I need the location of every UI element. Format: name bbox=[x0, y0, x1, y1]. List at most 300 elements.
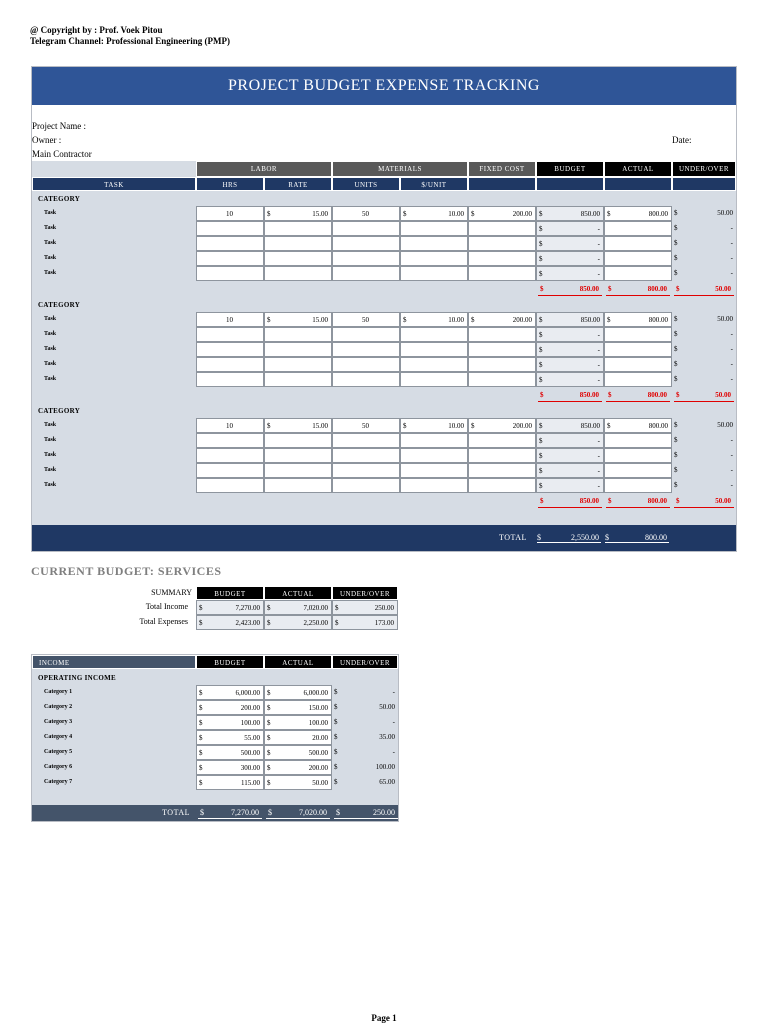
amount-value: 7,020.00 bbox=[299, 808, 327, 817]
budget-header: BUDGET bbox=[536, 161, 604, 177]
currency-symbol: $ bbox=[674, 360, 678, 368]
currency-symbol: $ bbox=[267, 210, 271, 218]
currency-symbol: $ bbox=[199, 734, 203, 742]
subtotal-budget bbox=[538, 389, 602, 402]
fixed-cost-cell[interactable] bbox=[468, 342, 536, 357]
under-over-cell bbox=[672, 206, 736, 221]
currency-symbol: $ bbox=[335, 619, 339, 627]
units-cell[interactable] bbox=[332, 312, 400, 327]
under-over-cell bbox=[672, 266, 736, 281]
currency-symbol: $ bbox=[403, 422, 407, 430]
rate-cell[interactable] bbox=[264, 342, 332, 357]
units-cell[interactable] bbox=[332, 372, 400, 387]
units-cell[interactable] bbox=[332, 206, 400, 221]
amount-value: 200.00 bbox=[512, 316, 532, 324]
under-over-cell bbox=[672, 433, 736, 448]
hrs-cell[interactable] bbox=[196, 433, 264, 448]
fixed-cost-cell[interactable] bbox=[468, 266, 536, 281]
per-unit-cell[interactable] bbox=[400, 478, 468, 493]
summary-row-label: Total Income bbox=[145, 602, 188, 611]
per-unit-cell[interactable] bbox=[400, 463, 468, 478]
task-label: Task bbox=[44, 376, 57, 382]
under-over-cell bbox=[672, 236, 736, 251]
summary-budget-cell bbox=[196, 615, 264, 630]
amount-value: - bbox=[597, 255, 600, 263]
amount-value: 100.00 bbox=[308, 719, 328, 727]
amount-value: 50.00 bbox=[715, 391, 731, 399]
under-over-cell bbox=[672, 478, 736, 493]
under-over-cell bbox=[672, 357, 736, 372]
category-label: CATEGORY bbox=[38, 407, 81, 415]
units-cell[interactable] bbox=[332, 266, 400, 281]
units-cell[interactable] bbox=[332, 221, 400, 236]
currency-symbol: $ bbox=[540, 285, 544, 293]
grand-total-actual bbox=[605, 533, 669, 543]
under-over-cell bbox=[672, 342, 736, 357]
currency-symbol: $ bbox=[605, 533, 609, 542]
currency-symbol: $ bbox=[199, 749, 203, 757]
amount-value: 15.00 bbox=[312, 210, 328, 218]
subtotal-budget bbox=[538, 283, 602, 296]
income-budget-cell[interactable] bbox=[196, 760, 264, 775]
units-cell[interactable] bbox=[332, 418, 400, 433]
per-unit-cell[interactable] bbox=[400, 418, 468, 433]
actual-cell[interactable] bbox=[604, 418, 672, 433]
rate-cell[interactable] bbox=[264, 266, 332, 281]
units-cell[interactable] bbox=[332, 463, 400, 478]
fixed-cost-cell[interactable] bbox=[468, 312, 536, 327]
income-total-actual bbox=[266, 806, 330, 819]
actual-subheader bbox=[604, 177, 672, 191]
fixed-cost-cell[interactable] bbox=[468, 418, 536, 433]
amount-value: - bbox=[392, 748, 395, 756]
hrs-value: 10 bbox=[226, 422, 233, 430]
task-label: Task bbox=[44, 270, 57, 276]
currency-symbol: $ bbox=[199, 689, 203, 697]
actual-cell[interactable] bbox=[604, 251, 672, 266]
amount-value: 6,000.00 bbox=[235, 689, 260, 697]
sheet-title: PROJECT BUDGET EXPENSE TRACKING bbox=[32, 67, 736, 105]
hrs-cell[interactable] bbox=[196, 463, 264, 478]
fixed-cost-cell[interactable] bbox=[468, 372, 536, 387]
per-unit-cell[interactable] bbox=[400, 221, 468, 236]
income-budget-cell[interactable] bbox=[196, 730, 264, 745]
hrs-cell[interactable] bbox=[196, 312, 264, 327]
fixed-cost-cell[interactable] bbox=[468, 463, 536, 478]
currency-symbol: $ bbox=[267, 604, 271, 612]
amount-value: 850.00 bbox=[580, 210, 600, 218]
summary-actual-header: ACTUAL bbox=[264, 586, 332, 600]
units-cell[interactable] bbox=[332, 236, 400, 251]
amount-value: 50.00 bbox=[717, 421, 733, 429]
currency-symbol: $ bbox=[607, 210, 611, 218]
rate-cell[interactable] bbox=[264, 206, 332, 221]
task-label: Task bbox=[44, 316, 57, 322]
under-over-subheader bbox=[672, 177, 736, 191]
amount-value: - bbox=[730, 345, 733, 353]
amount-value: - bbox=[597, 346, 600, 354]
services-title: CURRENT BUDGET: SERVICES bbox=[31, 564, 222, 578]
subtotal-under_over bbox=[674, 389, 734, 402]
amount-value: - bbox=[597, 225, 600, 233]
under-over-cell bbox=[672, 327, 736, 342]
per-unit-cell[interactable] bbox=[400, 433, 468, 448]
project-name-label: Project Name : bbox=[32, 121, 86, 131]
per-unit-cell[interactable] bbox=[400, 448, 468, 463]
project-info bbox=[32, 105, 736, 161]
amount-value: 250.00 bbox=[374, 604, 394, 612]
currency-symbol: $ bbox=[539, 437, 543, 445]
currency-symbol: $ bbox=[674, 451, 678, 459]
currency-symbol: $ bbox=[676, 391, 680, 399]
units-cell[interactable] bbox=[332, 251, 400, 266]
currency-symbol: $ bbox=[334, 733, 338, 741]
actual-header: ACTUAL bbox=[604, 161, 672, 177]
currency-symbol: $ bbox=[267, 734, 271, 742]
task-label: Task bbox=[44, 240, 57, 246]
currency-symbol: $ bbox=[674, 481, 678, 489]
amount-value: 100.00 bbox=[375, 763, 395, 771]
income-actual-cell[interactable] bbox=[264, 760, 332, 775]
budget-cell bbox=[536, 206, 604, 221]
currency-symbol: $ bbox=[674, 315, 678, 323]
amount-value: 50.00 bbox=[717, 315, 733, 323]
income-row-label: Category 4 bbox=[44, 734, 73, 740]
income-actual-cell[interactable] bbox=[264, 745, 332, 760]
budget-cell bbox=[536, 433, 604, 448]
budget-cell bbox=[536, 221, 604, 236]
amount-value: - bbox=[597, 482, 600, 490]
income-budget-cell[interactable] bbox=[196, 700, 264, 715]
currency-symbol: $ bbox=[268, 808, 272, 817]
currency-symbol: $ bbox=[267, 719, 271, 727]
rate-cell[interactable] bbox=[264, 478, 332, 493]
rate-cell[interactable] bbox=[264, 433, 332, 448]
per-unit-cell[interactable] bbox=[400, 372, 468, 387]
summary-budget-header: BUDGET bbox=[196, 586, 264, 600]
operating-income-label: OPERATING INCOME bbox=[38, 674, 116, 682]
currency-symbol: $ bbox=[267, 316, 271, 324]
amount-value: - bbox=[597, 376, 600, 384]
currency-symbol: $ bbox=[539, 482, 543, 490]
per-unit-cell[interactable] bbox=[400, 327, 468, 342]
hrs-cell[interactable] bbox=[196, 372, 264, 387]
units-header: UNITS bbox=[332, 177, 400, 191]
amount-value: 200.00 bbox=[240, 704, 260, 712]
hrs-cell[interactable] bbox=[196, 478, 264, 493]
amount-value: - bbox=[730, 360, 733, 368]
amount-value: 200.00 bbox=[308, 764, 328, 772]
materials-header: MATERIALS bbox=[332, 161, 468, 177]
amount-value: 850.00 bbox=[580, 422, 600, 430]
amount-value: - bbox=[730, 224, 733, 232]
task-label: Task bbox=[44, 361, 57, 367]
fixed-cost-cell[interactable] bbox=[468, 327, 536, 342]
amount-value: 800.00 bbox=[648, 422, 668, 430]
currency-symbol: $ bbox=[403, 316, 407, 324]
units-cell[interactable] bbox=[332, 342, 400, 357]
income-actual-cell[interactable] bbox=[264, 700, 332, 715]
currency-symbol: $ bbox=[267, 779, 271, 787]
per-unit-cell[interactable] bbox=[400, 251, 468, 266]
budget-cell bbox=[536, 418, 604, 433]
currency-symbol: $ bbox=[539, 361, 543, 369]
summary-actual-cell bbox=[264, 600, 332, 615]
actual-cell[interactable] bbox=[604, 206, 672, 221]
hrs-cell[interactable] bbox=[196, 266, 264, 281]
currency-symbol: $ bbox=[267, 422, 271, 430]
income-under-over-cell bbox=[332, 715, 398, 730]
income-budget-cell[interactable] bbox=[196, 685, 264, 700]
units-cell[interactable] bbox=[332, 327, 400, 342]
amount-value: 2,250.00 bbox=[303, 619, 328, 627]
units-cell[interactable] bbox=[332, 433, 400, 448]
task-label: Task bbox=[44, 422, 57, 428]
summary-actual-cell bbox=[264, 615, 332, 630]
hrs-cell[interactable] bbox=[196, 221, 264, 236]
income-actual-cell[interactable] bbox=[264, 685, 332, 700]
amount-value: - bbox=[730, 466, 733, 474]
date-label: Date: bbox=[672, 135, 692, 145]
amount-value: 10.00 bbox=[448, 422, 464, 430]
task-label: Task bbox=[44, 346, 57, 352]
currency-symbol: $ bbox=[267, 689, 271, 697]
amount-value: 50.00 bbox=[717, 209, 733, 217]
fixed-cost-cell[interactable] bbox=[468, 251, 536, 266]
amount-value: 800.00 bbox=[647, 497, 667, 505]
currency-symbol: $ bbox=[199, 604, 203, 612]
amount-value: 15.00 bbox=[312, 422, 328, 430]
per-unit-header: $/UNIT bbox=[400, 177, 468, 191]
hrs-cell[interactable] bbox=[196, 327, 264, 342]
task-label: Task bbox=[44, 482, 57, 488]
currency-symbol: $ bbox=[674, 269, 678, 277]
under-over-cell bbox=[672, 448, 736, 463]
task-label: Task bbox=[44, 225, 57, 231]
income-actual-header: ACTUAL bbox=[264, 655, 332, 669]
subtotal-actual bbox=[606, 495, 670, 508]
currency-symbol: $ bbox=[674, 239, 678, 247]
currency-symbol: $ bbox=[334, 718, 338, 726]
actual-cell[interactable] bbox=[604, 357, 672, 372]
amount-value: 65.00 bbox=[379, 778, 395, 786]
amount-value: 2,423.00 bbox=[235, 619, 260, 627]
currency-symbol: $ bbox=[674, 466, 678, 474]
currency-symbol: $ bbox=[540, 497, 544, 505]
amount-value: - bbox=[730, 239, 733, 247]
amount-value: 300.00 bbox=[240, 764, 260, 772]
actual-cell[interactable] bbox=[604, 372, 672, 387]
rate-cell[interactable] bbox=[264, 357, 332, 372]
per-unit-cell[interactable] bbox=[400, 206, 468, 221]
currency-symbol: $ bbox=[674, 330, 678, 338]
page-number: Page 1 bbox=[371, 1013, 397, 1023]
currency-symbol: $ bbox=[539, 255, 543, 263]
hrs-cell[interactable] bbox=[196, 418, 264, 433]
hrs-cell[interactable] bbox=[196, 251, 264, 266]
currency-symbol: $ bbox=[199, 764, 203, 772]
per-unit-cell[interactable] bbox=[400, 342, 468, 357]
actual-cell[interactable] bbox=[604, 221, 672, 236]
rate-cell[interactable] bbox=[264, 418, 332, 433]
summary-budget-cell bbox=[196, 600, 264, 615]
amount-value: - bbox=[597, 361, 600, 369]
hrs-value: 10 bbox=[226, 210, 233, 218]
rate-cell[interactable] bbox=[264, 463, 332, 478]
rate-cell[interactable] bbox=[264, 372, 332, 387]
fixed-cost-cell[interactable] bbox=[468, 433, 536, 448]
currency-symbol: $ bbox=[676, 497, 680, 505]
income-header: INCOME bbox=[32, 655, 196, 669]
amount-value: - bbox=[730, 330, 733, 338]
category-label: CATEGORY bbox=[38, 301, 81, 309]
budget-cell bbox=[536, 478, 604, 493]
income-under-over-cell bbox=[332, 775, 398, 790]
currency-symbol: $ bbox=[267, 704, 271, 712]
rate-header: RATE bbox=[264, 177, 332, 191]
fixed-cost-cell[interactable] bbox=[468, 206, 536, 221]
amount-value: - bbox=[392, 718, 395, 726]
fixed-cost-cell[interactable] bbox=[468, 448, 536, 463]
income-actual-cell[interactable] bbox=[264, 715, 332, 730]
per-unit-cell[interactable] bbox=[400, 266, 468, 281]
budget-cell bbox=[536, 312, 604, 327]
subtotal-under_over bbox=[674, 495, 734, 508]
income-actual-cell[interactable] bbox=[264, 775, 332, 790]
currency-symbol: $ bbox=[607, 422, 611, 430]
amount-value: 50.00 bbox=[312, 779, 328, 787]
currency-symbol: $ bbox=[539, 467, 543, 475]
subtotal-actual bbox=[606, 389, 670, 402]
currency-symbol: $ bbox=[539, 270, 543, 278]
summary-under-over-cell bbox=[332, 600, 398, 615]
task-label: Task bbox=[44, 452, 57, 458]
actual-cell[interactable] bbox=[604, 236, 672, 251]
per-unit-cell[interactable] bbox=[400, 312, 468, 327]
actual-cell[interactable] bbox=[604, 327, 672, 342]
amount-value: 800.00 bbox=[648, 316, 668, 324]
hrs-cell[interactable] bbox=[196, 236, 264, 251]
amount-value: - bbox=[597, 331, 600, 339]
currency-symbol: $ bbox=[471, 210, 475, 218]
grand-total-budget-value: 2,550.00 bbox=[571, 533, 599, 542]
grand-total-budget bbox=[537, 533, 601, 543]
currency-symbol: $ bbox=[537, 533, 541, 542]
rate-cell[interactable] bbox=[264, 236, 332, 251]
grand-total-label: TOTAL bbox=[499, 533, 527, 542]
fixed-cost-cell[interactable] bbox=[468, 357, 536, 372]
actual-cell[interactable] bbox=[604, 266, 672, 281]
rate-cell[interactable] bbox=[264, 327, 332, 342]
amount-value: 7,270.00 bbox=[235, 604, 260, 612]
income-row-label: Category 2 bbox=[44, 704, 73, 710]
amount-value: 800.00 bbox=[647, 285, 667, 293]
hrs-value: 10 bbox=[226, 316, 233, 324]
amount-value: 850.00 bbox=[580, 316, 600, 324]
income-budget-cell[interactable] bbox=[196, 775, 264, 790]
hrs-cell[interactable] bbox=[196, 342, 264, 357]
task-label: Task bbox=[44, 467, 57, 473]
per-unit-cell[interactable] bbox=[400, 357, 468, 372]
currency-symbol: $ bbox=[471, 316, 475, 324]
actual-cell[interactable] bbox=[604, 463, 672, 478]
hrs-header: HRS bbox=[196, 177, 264, 191]
subtotal-under_over bbox=[674, 283, 734, 296]
under-over-cell bbox=[672, 463, 736, 478]
owner-label: Owner : bbox=[32, 135, 62, 145]
income-budget-cell[interactable] bbox=[196, 715, 264, 730]
hrs-cell[interactable] bbox=[196, 448, 264, 463]
budget-cell bbox=[536, 327, 604, 342]
currency-symbol: $ bbox=[334, 763, 338, 771]
budget-cell bbox=[536, 448, 604, 463]
actual-cell[interactable] bbox=[604, 312, 672, 327]
budget-cell bbox=[536, 266, 604, 281]
rate-cell[interactable] bbox=[264, 312, 332, 327]
rate-cell[interactable] bbox=[264, 448, 332, 463]
currency-symbol: $ bbox=[334, 778, 338, 786]
hrs-cell[interactable] bbox=[196, 357, 264, 372]
amount-value: 173.00 bbox=[374, 619, 394, 627]
currency-symbol: $ bbox=[336, 808, 340, 817]
currency-symbol: $ bbox=[539, 210, 543, 218]
income-budget-cell[interactable] bbox=[196, 745, 264, 760]
actual-cell[interactable] bbox=[604, 342, 672, 357]
currency-symbol: $ bbox=[540, 391, 544, 399]
income-total-label: TOTAL bbox=[162, 808, 190, 817]
currency-symbol: $ bbox=[200, 808, 204, 817]
rate-cell[interactable] bbox=[264, 251, 332, 266]
income-actual-cell[interactable] bbox=[264, 730, 332, 745]
task-label: Task bbox=[44, 437, 57, 443]
amount-value: 800.00 bbox=[647, 391, 667, 399]
fixed-cost-cell[interactable] bbox=[468, 236, 536, 251]
units-value: 50 bbox=[362, 316, 369, 324]
income-under-over-cell bbox=[332, 700, 398, 715]
copyright-line: @ Copyright by : Prof. Voek Pitou bbox=[30, 25, 163, 35]
units-value: 50 bbox=[362, 422, 369, 430]
per-unit-cell[interactable] bbox=[400, 236, 468, 251]
amount-value: 50.00 bbox=[715, 285, 731, 293]
rate-cell[interactable] bbox=[264, 221, 332, 236]
units-cell[interactable] bbox=[332, 357, 400, 372]
amount-value: 800.00 bbox=[648, 210, 668, 218]
amount-value: 250.00 bbox=[373, 808, 395, 817]
main-contractor-label: Main Contractor bbox=[32, 149, 92, 159]
currency-symbol: $ bbox=[403, 210, 407, 218]
actual-cell[interactable] bbox=[604, 433, 672, 448]
currency-symbol: $ bbox=[267, 764, 271, 772]
amount-value: - bbox=[597, 437, 600, 445]
hrs-cell[interactable] bbox=[196, 206, 264, 221]
income-under-over-cell bbox=[332, 685, 398, 700]
units-cell[interactable] bbox=[332, 448, 400, 463]
fixed-cost-cell[interactable] bbox=[468, 478, 536, 493]
under-over-cell bbox=[672, 251, 736, 266]
units-cell[interactable] bbox=[332, 478, 400, 493]
currency-symbol: $ bbox=[539, 240, 543, 248]
fixed-cost-cell[interactable] bbox=[468, 221, 536, 236]
actual-cell[interactable] bbox=[604, 478, 672, 493]
budget-cell bbox=[536, 251, 604, 266]
income-total-budget bbox=[198, 806, 262, 819]
amount-value: 200.00 bbox=[512, 210, 532, 218]
budget-cell bbox=[536, 372, 604, 387]
currency-symbol: $ bbox=[539, 225, 543, 233]
amount-value: - bbox=[730, 269, 733, 277]
fixed-cost-subheader bbox=[468, 177, 536, 191]
actual-cell[interactable] bbox=[604, 448, 672, 463]
